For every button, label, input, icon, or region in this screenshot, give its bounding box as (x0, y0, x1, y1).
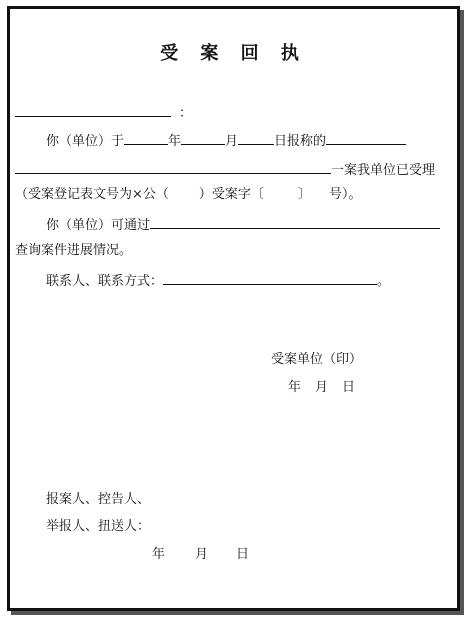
registration-part1: （受案登记表文号为×公（ (15, 187, 169, 202)
registration-part2: ）受案字〔 (198, 187, 264, 202)
accepting-unit-seal: 受案单位（印） (271, 352, 363, 367)
query-progress-line: 查询案件进展情况。 (15, 243, 133, 258)
year-label: 年 (168, 134, 182, 149)
reporter-label-1: 报案人、控告人、 (46, 492, 151, 507)
contact-blank[interactable] (163, 271, 377, 285)
reporter-label-2: 举报人、扭送人： (46, 519, 151, 534)
bottom-date (152, 547, 249, 563)
seal-date-month: 月 (315, 380, 329, 395)
seal-date-day: 日 (342, 380, 356, 395)
document-title: 受 案 回 执 (160, 43, 307, 64)
day-report-label: 日报称的 (274, 134, 327, 149)
contact-label: 联系人、联系方式： (46, 274, 164, 289)
seal-date (288, 380, 355, 396)
registration-part4: 号）。 (328, 187, 362, 202)
registration-number-line (15, 187, 361, 203)
report-prefix: 你（单位）于 (46, 134, 125, 149)
query-method-blank[interactable] (150, 215, 440, 229)
contact-line (46, 271, 390, 290)
addressee-colon: ： (179, 106, 193, 121)
bottom-date-day: 日 (236, 547, 250, 562)
seal-date-year: 年 (288, 380, 302, 395)
query-method-line (46, 215, 440, 234)
bottom-date-year: 年 (152, 547, 166, 562)
month-label: 月 (225, 134, 239, 149)
addressee-blank[interactable] (15, 103, 171, 117)
month-blank[interactable] (181, 131, 225, 145)
contact-end: 。 (377, 274, 391, 289)
addressee-line (15, 103, 192, 122)
day-blank[interactable] (238, 131, 274, 145)
accepted-line (15, 160, 435, 179)
report-date-line (46, 131, 406, 150)
case-name-blank[interactable] (326, 131, 406, 145)
bottom-date-month: 月 (195, 547, 209, 562)
year-blank[interactable] (124, 131, 168, 145)
registration-part3: 〕 (297, 187, 311, 202)
accepted-text: 一案我单位已受理 (331, 163, 436, 178)
case-detail-blank[interactable] (15, 160, 331, 174)
query-method-text: 你（单位）可通过 (46, 218, 151, 233)
